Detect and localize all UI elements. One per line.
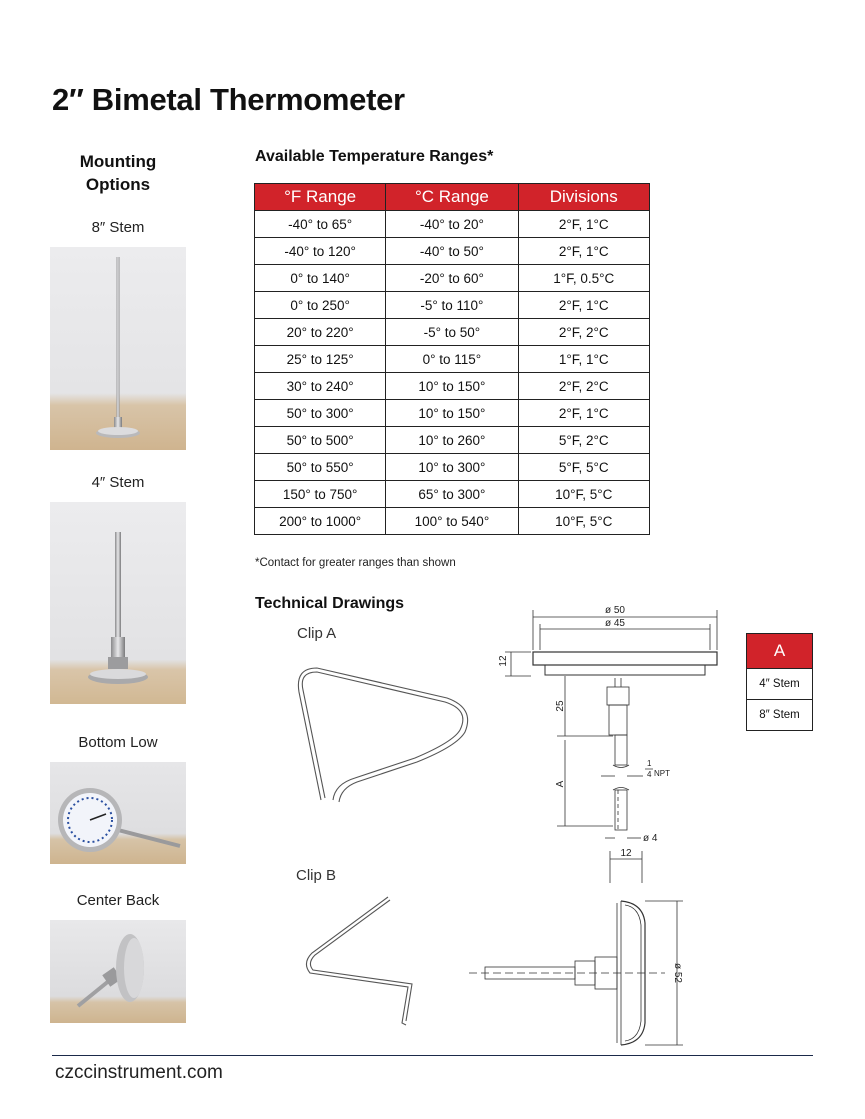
c-range-cell: -5° to 110°: [386, 292, 518, 319]
c-range-cell: 10° to 300°: [386, 454, 518, 481]
ranges-footnote: *Contact for greater ranges than shown: [255, 557, 456, 569]
option-label-8in-stem: 8″ Stem: [91, 219, 145, 236]
f-range-cell: 0° to 140°: [255, 265, 386, 292]
clip-a-label: Clip A: [297, 625, 337, 642]
dim-h12: 12: [498, 655, 509, 667]
c-range-cell: -40° to 50°: [386, 238, 518, 265]
f-range-cell: 20° to 220°: [255, 319, 386, 346]
divisions-cell: 1°F, 0.5°C: [518, 265, 649, 292]
dim-d4: ø 4: [643, 833, 658, 844]
divisions-cell: 5°F, 5°C: [518, 454, 649, 481]
c-range-cell: -40° to 20°: [386, 211, 518, 238]
a-table-header: A: [747, 634, 813, 669]
table-row: [255, 454, 650, 481]
divisions-cell: 2°F, 2°C: [518, 319, 649, 346]
dim-a: A: [555, 780, 566, 788]
f-range-cell: 25° to 125°: [255, 346, 386, 373]
table-row: [255, 346, 650, 373]
c-range-cell: 0° to 115°: [386, 346, 518, 373]
table-row: [747, 669, 813, 700]
photo-4in-stem: [50, 502, 186, 704]
c-range-cell: 10° to 150°: [386, 373, 518, 400]
front-view-drawing: [495, 600, 735, 850]
dim-d45: ø 45: [604, 618, 626, 629]
table-row: [255, 427, 650, 454]
stem-length-table: [746, 633, 813, 731]
f-range-cell: 50° to 500°: [255, 427, 386, 454]
f-range-cell: 50° to 550°: [255, 454, 386, 481]
c-range-cell: 100° to 540°: [386, 508, 518, 535]
dim-h25: 25: [555, 700, 566, 712]
divisions-cell: 10°F, 5°C: [518, 481, 649, 508]
ranges-heading: Available Temperature Ranges*: [255, 148, 494, 165]
table-row: [747, 700, 813, 731]
table-row: [255, 292, 650, 319]
photo-center-back: [50, 920, 186, 1023]
clip-b-drawing: [300, 893, 430, 1033]
divisions-cell: 2°F, 2°C: [518, 373, 649, 400]
f-range-cell: 50° to 300°: [255, 400, 386, 427]
photo-8in-stem: [50, 247, 186, 450]
c-range-cell: 10° to 150°: [386, 400, 518, 427]
c-range-cell: 65° to 300°: [386, 481, 518, 508]
f-range-cell: 0° to 250°: [255, 292, 386, 319]
option-label-4in-stem: 4″ Stem: [91, 474, 145, 491]
mounting-heading: Mounting Options: [79, 152, 157, 194]
option-label-center-back: Center Back: [76, 892, 160, 909]
table-row: [255, 265, 650, 292]
divisions-cell: 5°F, 2°C: [518, 427, 649, 454]
column-header-divisions: Divisions: [518, 184, 649, 211]
table-row: [255, 508, 650, 535]
side-view-drawing: [465, 843, 695, 1053]
divisions-cell: 1°F, 1°C: [518, 346, 649, 373]
divisions-cell: 2°F, 1°C: [518, 400, 649, 427]
footer-divider: [52, 1055, 813, 1056]
c-range-cell: 10° to 260°: [386, 427, 518, 454]
column-header-f-range: °F Range: [255, 184, 386, 211]
dim-d52: ø 52: [672, 962, 683, 984]
table-row: [255, 319, 650, 346]
divisions-cell: 2°F, 1°C: [518, 292, 649, 319]
page-title: 2″ Bimetal Thermometer: [52, 82, 405, 117]
footer-website: czccinstrument.com: [55, 1062, 223, 1083]
mounting-options: [50, 150, 186, 1030]
table-row: [255, 373, 650, 400]
dim-npt-denominator: 4: [647, 770, 652, 779]
divisions-cell: 10°F, 5°C: [518, 508, 649, 535]
clip-b-label: Clip B: [296, 867, 337, 884]
table-row: [255, 400, 650, 427]
divisions-cell: 2°F, 1°C: [518, 238, 649, 265]
column-header-c-range: °C Range: [386, 184, 518, 211]
table-row: [255, 211, 650, 238]
technical-drawings-heading: Technical Drawings: [255, 595, 405, 612]
f-range-cell: 150° to 750°: [255, 481, 386, 508]
dim-npt-numerator: 1: [647, 759, 652, 768]
f-range-cell: 30° to 240°: [255, 373, 386, 400]
f-range-cell: -40° to 120°: [255, 238, 386, 265]
dim-npt: NPT: [654, 769, 670, 778]
temperature-ranges-table: [254, 183, 650, 535]
option-label-bottom-low: Bottom Low: [78, 734, 158, 751]
table-row: [255, 481, 650, 508]
dim-w12: 12: [620, 848, 632, 859]
table-row: [255, 238, 650, 265]
photo-bottom-low: [50, 762, 186, 864]
f-range-cell: 200° to 1000°: [255, 508, 386, 535]
clip-a-drawing: [295, 660, 475, 810]
a-table-cell: 4″ Stem: [747, 669, 813, 700]
table-header-row: [255, 184, 650, 211]
c-range-cell: -20° to 60°: [386, 265, 518, 292]
c-range-cell: -5° to 50°: [386, 319, 518, 346]
dim-d50: ø 50: [604, 605, 626, 616]
a-table-cell: 8″ Stem: [747, 700, 813, 731]
f-range-cell: -40° to 65°: [255, 211, 386, 238]
divisions-cell: 2°F, 1°C: [518, 211, 649, 238]
